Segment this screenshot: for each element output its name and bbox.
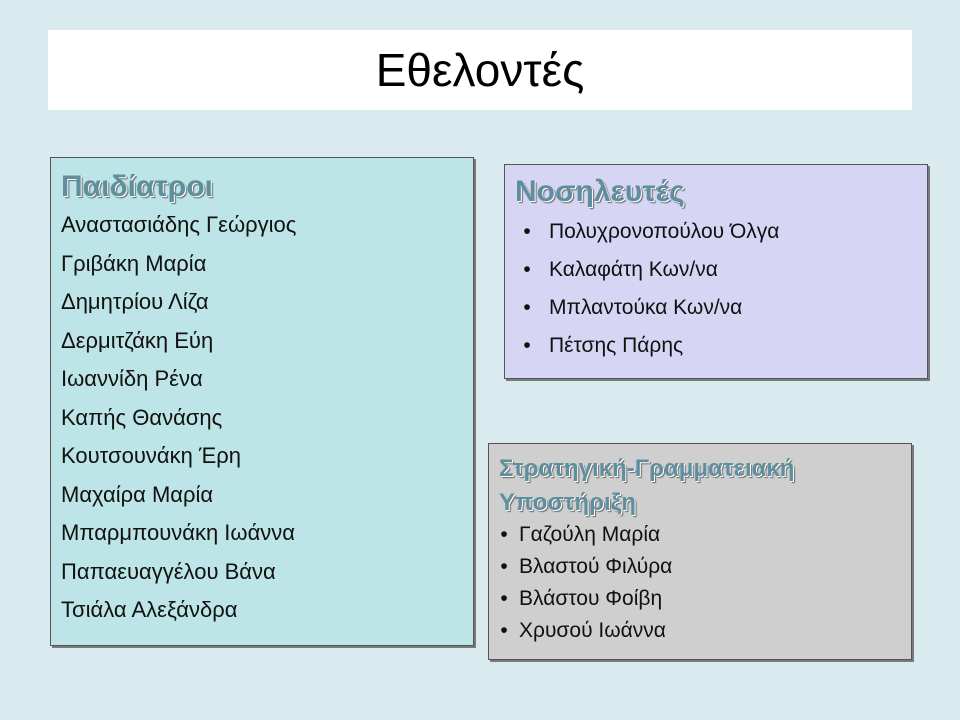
bullet-icon: • (500, 587, 508, 610)
nurses-box (504, 164, 928, 379)
list-item (489, 552, 911, 584)
bullet-icon: • (500, 619, 508, 642)
list-item-text: Βλαστού Φιλύρα (519, 555, 673, 578)
list-item (505, 217, 927, 255)
list-item: Τσιάλα Αλεξάνδρα (61, 597, 238, 622)
list-item (505, 255, 927, 293)
pediatricians-list (51, 210, 473, 634)
strategic-support-list (489, 520, 911, 648)
list-item: Μαχαίρα Μαρία (61, 481, 214, 507)
list-item-text: Χρυσού Ιωάννα (519, 619, 666, 642)
list-item: Δερμιτζάκη Εύη (61, 327, 214, 353)
list-item: Κουτσουνάκη Έρη (61, 443, 241, 468)
list-item-text: Καλαφάτη Κων/να (549, 258, 718, 281)
pediatricians-box (50, 157, 474, 646)
list-item (505, 293, 927, 331)
list-item (489, 520, 911, 552)
list-item: Μπαρμπουνάκη Ιωάννα (61, 520, 296, 545)
nurses-list (505, 217, 927, 369)
bullet-icon: • (523, 220, 531, 243)
heading-line-2: Υποστήριξη (499, 489, 637, 516)
list-item-text: Πολυχρονοπούλου Όλγα (549, 220, 780, 243)
list-item: Παπαευαγγέλου Βάνα (61, 558, 276, 584)
bullet-icon: • (523, 334, 531, 357)
title-bar (48, 30, 912, 110)
list-item-text: Πέτσης Πάρης (549, 334, 684, 357)
list-item (505, 331, 927, 369)
bullet-icon: • (500, 555, 508, 578)
list-item: Αναστασιάδης Γεώργιος (61, 212, 297, 237)
strategic-support-box (488, 443, 912, 660)
bullet-icon: • (500, 523, 508, 546)
slide-title: Εθελοντές (375, 44, 585, 96)
strategic-support-heading (489, 444, 911, 520)
nurses-heading: Νοσηλευτές (515, 175, 685, 208)
list-item: Γριβάκη Μαρία (61, 250, 207, 276)
list-item: Δημητρίου Λίζα (61, 289, 209, 314)
bullet-icon: • (523, 296, 531, 319)
pediatricians-heading: Παιδίατροι (61, 170, 214, 203)
list-item: Ιωαννίδη Ρένα (61, 366, 203, 391)
list-item (489, 616, 911, 648)
list-item (489, 584, 911, 616)
list-item-text: Γαζούλη Μαρία (519, 523, 661, 546)
bullet-icon: • (523, 258, 531, 281)
heading-line-1: Στρατηγική-Γραμματειακή (499, 455, 795, 482)
list-item-text: Βλάστου Φοίβη (519, 587, 663, 610)
list-item: Καπής Θανάσης (61, 404, 223, 430)
list-item-text: Μπλαντούκα Κων/να (549, 296, 743, 319)
